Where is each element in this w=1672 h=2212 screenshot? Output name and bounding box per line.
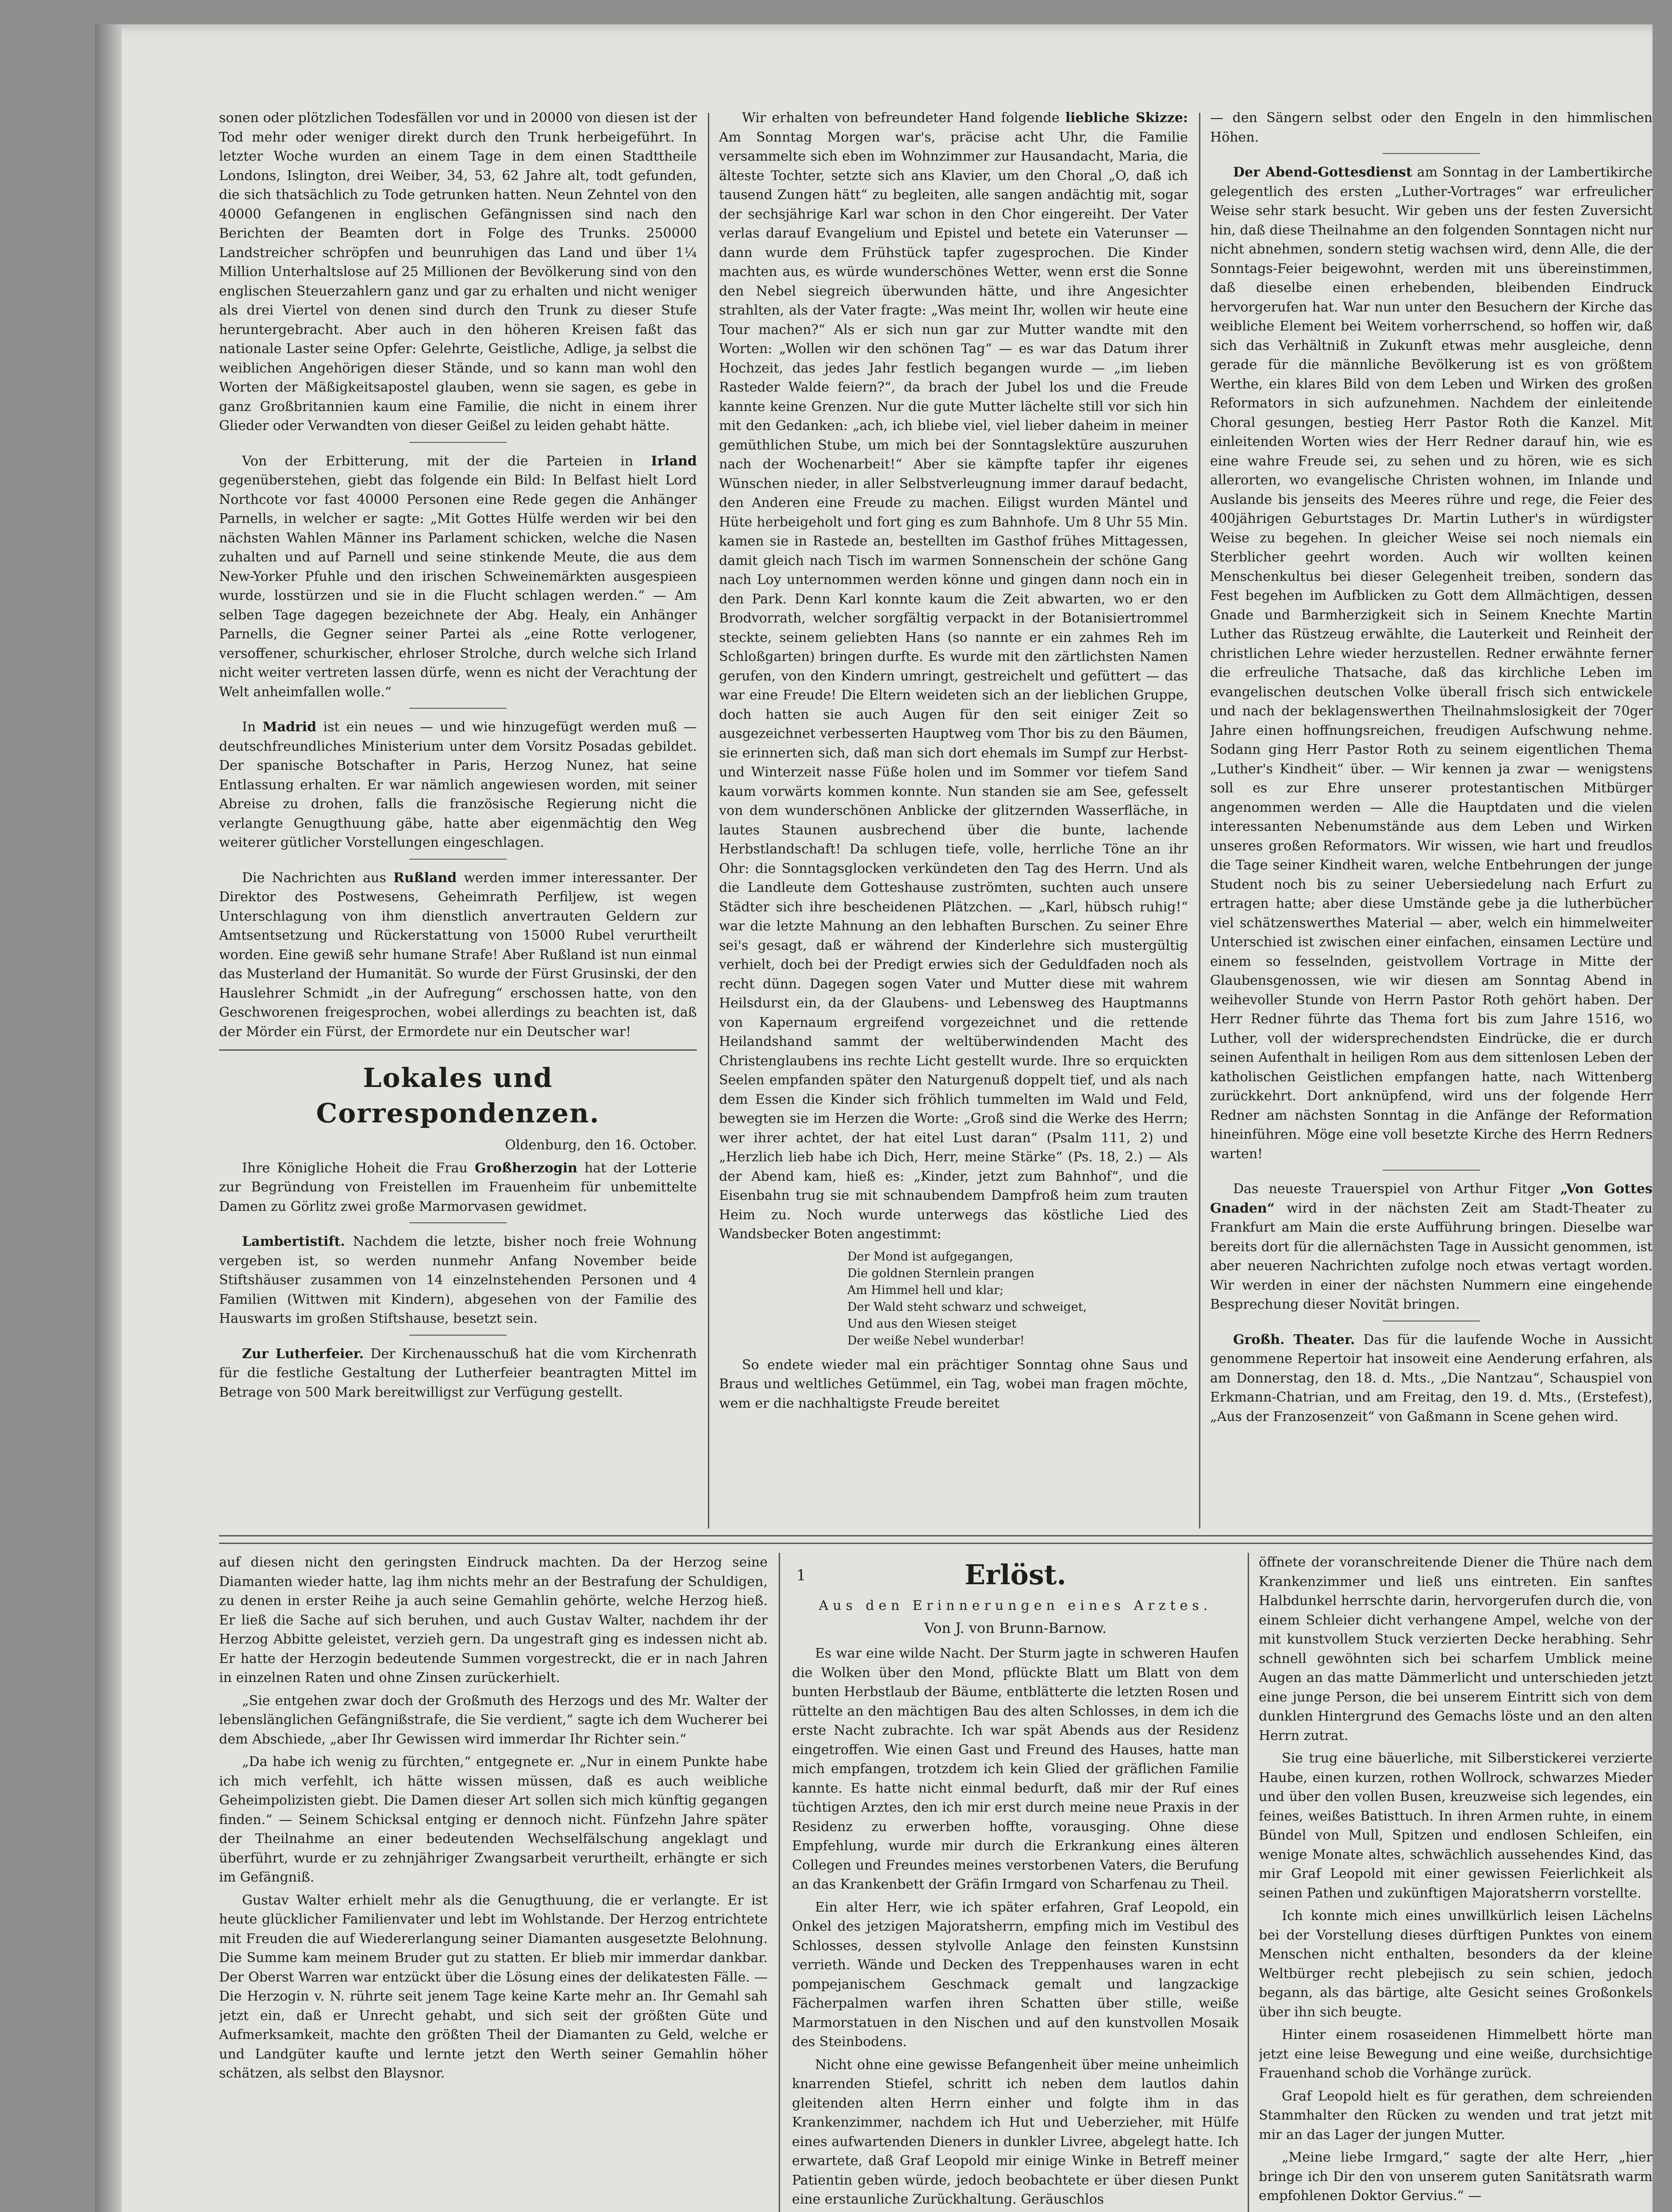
column-top-right	[1210, 108, 1653, 1528]
separator	[409, 859, 507, 860]
paragraph-skizze: Wir erhalten von befreundeter Hand folgende liebliche Skizze: Am Sonntag Morgen war's, präcise acht Uhr, die Familie versammelte sich eben im Wohnzimmer zur Hausandacht, Maria, die älteste Tochter, setzte sich ans Klavier, um den Choral „O, daß ich tausend Zungen hätt“ zu begleiten, alle sangen andächtig mit, sogar der sechsjährige Karl war schon in den Chor eingereiht. Der Vater verlas darauf Evangelium und Epistel und betete ein Vaterunser — dann wurde dem Frühstück tapfer zugesprochen. Die Kinder machten aus, es würde wunderschönes Wetter, wenn erst die Sonne den Nebel siegreich überwunden hätte, und ihre Angesichter strahlten, als der Vater fragte: „Was meint Ihr, wollen wir heute eine Tour machen?“ Als er sich nun gar zur Mutter wandte mit den Worten: „Wollen wir den schönen Tag“ — es war das Datum ihrer Hochzeit, das jedes Jahr festlich begangen wurde — „im lieben Rasteder Walde feiern?“, da brach der Jubel los und die Freude kannte keine Grenzen. Nur die gute Mutter lächelte still vor sich hin mit den Gedanken: „ach, ich bliebe viel, viel lieber daheim in meiner gemüthlichen Stube, um mich bei der Sonntagslektüre auszuruhen nach der Wochenarbeit!“ Aber sie kämpfte tapfer ihr eigenes Wünschen nieder, in aller Selbstverleugnung immer darauf bedacht, den Anderen eine Freude zu machen. Eiligst wurden Mäntel und Hüte herbeigeholt und fort ging es zum Bahnhofe. Um 8 Uhr 55 Min. kamen sie in Rastede an, bestellten im Gasthof frühes Mittagessen, damit gleich nach Tisch im warmen Sonnenschein der schöne Gang nach Loy unternommen werden könne und gingen dann noch ein in den Park. Denn Karl konnte kaum die Zeit abwarten, wo er den Brodvorrath, welcher sorgfältig verpackt in der Botanisiertrommel steckte, seinem geliebten Hans (so nannte er ein zahmes Reh im Schloßgarten) bringen durfte. Es wurde mit den zärtlichsten Namen gerufen, von den Kindern umringt, gestreichelt und gefüttert — das war eine Freude! Die Eltern weideten sich an der lieblichen Gruppe, doch hatten sie auch Augen für den seit einiger Zeit so ausgezeichnet verbesserten Hauptweg vom Thor bis zu den Bäumen, sie erinnerten sich, daß man sich dort ehemals im Sumpf zur Herbst- und Winterzeit nasse Füße holen und im Sommer vor tiefem Sand kaum vorwärts kommen konnte. Nun standen sie am See, gefesselt von dem wunderschönen Anblicke der glitzernden Wasserfläche, in lautes Staunen ausbrechend über die bunte, lachende Herbstlandschaft! Da schlugen tiefe, volle, herrliche Töne an ihr Ohr: die Sonntagsglocken verkündeten den Tag des Herrn. Und als die Landleute dem Gotteshause zuströmten, suchten auch unsere Städter sich ihre bescheidenen Plätzchen. — „Karl, hübsch ruhig!“ war die letzte Mahnung an den lebhaften Burschen. Zu seiner Ehre sei's gesagt, daß er während der Kinderlehre sich mustergültig verhielt, doch bei der Predigt erwies sich der Geduldfaden noch als recht dünn. Dagegen sogen Vater und Mutter diese mit wahrem Heilsdurst ein, da der Glaubens- und Lebensweg des Hauptmanns von Kapernaum ergreifend vorgezeichnet und die rettende Heilandshand sammt der weltüberwindenden Macht des Christenglaubens ins rechte Licht gestellt wurde. Ihre so erquickten Seelen empfanden später den Naturgenuß doppelt tief, und als nach dem Essen die Kinder sich fröhlich tummelten im Wald und Feld, bewegten sie im Herzen die Worte: „Groß sind die Werke des Herrn; wer ihrer achtet, der hat eitel Lust daran“ (Psalm 111, 2) und „Herzlich lieb habe ich Dich, Herr, meine Stärke“ (Ps. 18, 2.) — Als der Abend kam, hieß es: „Kinder, jetzt zum Bahnhof“, und die Eisenbahn trug sie mit schnaubendem Dampfroß heim zum trauten Heim zu. Noch wurde unterwegs das köstliche Lied des Wandsbecker Boten angestimmt:	[719, 110, 1188, 1242]
newspaper-page	[95, 24, 1653, 2212]
separator	[1383, 1170, 1480, 1171]
section-rule	[219, 1049, 697, 1051]
column-rule	[779, 1553, 780, 2212]
paragraph-haube: Sie trug eine bäuerliche, mit Silberstickerei verzierte Haube, einen kurzen, rothen Wollrock, schwarzes Mieder und über den vollen Busen, kreuzweise sich legendes, ein feines, weißes Batisttuch. In ihren Armen ruhte, in einem Bündel von Mull, Spitzen und endlosen Schleifen, ein wenige Monate altes, schwächlich aussehendes Kind, das mir Graf Leopold mit einer gewissen Feierlichkeit als seinen Pathen und zukünftigen Majoratsherrn vorstellte.	[1259, 1751, 1653, 1901]
paragraph-theater: Großh. Theater. Das für die laufende Woche in Aussicht genommene Repertoir hat insoweit eine Aenderung erfahren, als am Donnerstag, den 18. d. Mts., „Die Nantzau“, Schauspiel von Erkmann-Chatrian, und am Freitag, den 19. d. Mts., (Erstefest), „Aus der Franzosenzeit“ von Gaßmann in Scene gehen wird.	[1210, 1332, 1653, 1425]
paragraph-alter-herr: Ein alter Herr, wie ich später erfahren, Graf Leopold, ein Onkel des jetzigen Majoratsherrn, empfing mich im Vestibul des Schlosses, dessen stylvolle Anlage den feinsten Kunstsinn verrieth. Wände und Decken des Treppenhauses waren in echt pompejanischem Geschmack gemalt und langzackige Fächerpalmen warfen ihren Schatten über stille, weiße Marmorstatuen in den Nischen und auf den kunstvollen Mosaik des Steinbodens.	[792, 1899, 1239, 2050]
paragraph-lambertistift: Lambertistift. Nachdem die letzte, bisher noch freie Wohnung vergeben ist, so werden nunmehr Anfang November beide Stiftshäuser zusammen von 14 einzelnstehenden Personen und 4 Familien (Wittwen mit Kindern), abgesehen von der Familie des Hauswarts im großen Stiftshause, besetzt sein.	[219, 1234, 697, 1326]
separator	[409, 1222, 507, 1223]
column-top-middle	[719, 108, 1188, 1528]
paragraph-russland: Die Nachrichten aus Rußland werden immer interessanter. Der Direktor des Postwesens, Geheimrath Perfiljew, ist wegen Unterschlagung von ihm dienstlich anvertrauten Geldern zur Amtsentsetzung und Rückerstattung von 15000 Rubel verurtheilt worden. Eine gewiß sehr humane Strafe! Aber Rußland ist nun einmal das Musterland der Humanität. So wurde der Fürst Grusinski, der den Hauslehrer Schmidt „in der Aufregung“ erschossen hatte, von den Geschworenen freigesprochen, wobei allerdings zu beachten ist, daß der Mörder ein Fürst, der Ermordete nur ein Deutscher war!	[219, 870, 697, 1040]
paragraph-saengern: — den Sängern selbst oder den Engeln in den himmlischen Höhen.	[1210, 110, 1653, 145]
paragraph-sonntag-ende: So endete wieder mal ein prächtiger Sonntag ohne Saus und Braus und weltliches Getümmel, ein Tag, wobei man fragen möchte, wem er die nachhaltigste Freude bereitet	[719, 1357, 1188, 1411]
page-divider	[219, 1535, 1653, 1536]
paragraph-graf-leopold: Graf Leopold hielt es für gerathen, dem schreienden Stammhalter den Rücken zu wenden und trat jetzt mit mir an das Lager der jungen Mutter.	[1259, 2088, 1653, 2143]
column-bottom-left	[219, 1553, 768, 2212]
paragraph-irmgard: „Meine liebe Irmgard,“ sagte der alte Herr, „hier bringe ich Dir den von unserem guten Sanitätsrath warm empfohlenen Doktor Gervius.“ —	[1259, 2150, 1653, 2204]
story-subtitle: Aus den Erinnerungen eines Arztes.	[819, 1598, 1212, 1613]
poem-line: Die goldnen Sternlein prangen	[847, 1266, 1034, 1280]
column-rule	[1248, 1553, 1249, 2212]
paragraph-wucherer: „Sie entgehen zwar doch der Großmuth des Herzogs und des Mr. Walter der lebenslänglichen Gefängnißstrafe, die Sie verdient,“ sagte ich dem Wucherer bei dem Abschiede, „aber Ihr Gewissen wird immerdar Ihr Richter sein.“	[219, 1693, 768, 1747]
page-divider	[219, 1543, 1653, 1544]
paragraph-himmelbett: Hinter einem rosaseidenen Himmelbett hörte man jetzt eine leise Bewegung und eine weiße, durchsichtige Frauenhand schob die Vorhänge zurück.	[1259, 2027, 1653, 2081]
column-bottom-right	[1259, 1553, 1653, 2212]
section-heading-lokales: Lokales und Correspondenzen.	[316, 1063, 600, 1129]
paragraph-antwort: „Da habe ich wenig zu fürchten,“ entgegnete er. „Nur in einem Punkte habe ich mich verfehlt, ich hätte wissen müssen, daß es auch weibliche Geheimpolizisten giebt. Die Damen dieser Art sollen sich mich künftig gegangen finden.“ — Seinem Schicksal entging er dennoch nicht. Fünfzehn Jahre später der Theilnahme an einer bedeutenden Wechselfälschung angeklagt und überführt, wurde er zu zehnjähriger Zwangsarbeit verurtheilt, erhängte er sich im Gefängniß.	[219, 1754, 768, 1885]
paragraph-krankenzimmer: öffnete der voranschreitende Diener die Thüre nach dem Krankenzimmer und ließ uns eintreten. Ein sanftes Halbdunkel herrschte darin, hervorgerufen durch die, von einem Schleier dicht verhangene Ampel, welche von der mit kunstvollem Stuck verzierten Decke herabhing. Sehr schnell gewöhnten sich bei scharfem Umblick meine Augen an das matte Dämmerlicht und unterschieden jetzt eine junge Person, die bei unserem Eintritt sich von dem dunklen Hintergrund des Gemachs löste und an den alten Herrn zutrat.	[1259, 1555, 1653, 1743]
separator	[409, 442, 507, 443]
paragraph-wilde-nacht: Es war eine wilde Nacht. Der Sturm jagte in schweren Haufen die Wolken über den Mond, pflückte Blatt um Blatt von dem bunten Herbstlaub der Bäume, entblätterte die letzten Rosen und rüttelte an den mächtigen Bau des alten Schlosses, in dem ich die erste Nacht zubrachte. Ich war spät Abends aus der Residenz eingetroffen. Wie einen Gast und Freund des Hauses, hatte man mich empfangen, trotzdem ich kein Glied der gräflichen Familie kannte. Es hatte nicht einmal bedurft, daß mir der Ruf eines tüchtigen Arztes, den ich mir erst durch meine neue Praxis in der Residenz zu erwerben hoffte, vorausging. Ohne diese Empfehlung, wurde mir durch die Erkrankung eines älteren Collegen und Freundes meines verstorbenen Vaters, die Berufung an das Krankenbett der Gräfin Irmgard von Scharfenau zu Theil.	[792, 1646, 1239, 1892]
paragraph-befangenheit: Nicht ohne eine gewisse Befangenheit über meine unheimlich knarrenden Stiefel, schritt ich neben dem lautlos dahin gleitenden alten Herrn einher und folgte ihm in das Krankenzimmer, nachdem ich Hut und Ueberzieher, mit Hülfe eines aufwartenden Dieners in dunkler Livree, abgelegt hatte. Ich erwartete, daß Graf Leopold mir einige Winke in Betreff meiner Patientin geben würde, jedoch beobachtete er über diesen Punkt eine erstaunliche Zurückhaltung. Geräuschlos	[792, 2057, 1239, 2207]
book-spine-shadow	[95, 24, 122, 2212]
poem-line: Der Mond ist aufgegangen,	[847, 1249, 1013, 1263]
paragraph-laecheln: Ich konnte mich eines unwillkürlich leisen Lächelns bei der Vorstellung dieses dürftigen Punktes von einem Menschen nicht enthalten, besonders da der kleine Weltbürger recht plebejisch zu sein schien, jedoch begann, als das bärtige, alte Gesicht seines Großonkels über ihn sich beugte.	[1259, 1908, 1653, 2020]
paragraph-fitger: Das neueste Trauerspiel von Arthur Fitger „Von Gottes Gnaden“ wird in der nächsten Zeit am Stadt-Theater zu Frankfurt am Main die erste Aufführung bringen. Dieselbe war bereits dort für die allernächsten Tage in Aussicht genommen, ist aber neueren Nachrichten zufolge noch etwas vertagt worden. Wir werden in einer der nächsten Nummern eine eingehende Besprechung dieser Novität bringen.	[1210, 1181, 1653, 1312]
column-top-left	[219, 108, 697, 1528]
poem-line: Der weiße Nebel wunderbar!	[847, 1333, 1025, 1348]
story-byline: Von J. von Brunn-Barnow.	[924, 1620, 1107, 1636]
poem-line: Am Himmel hell und klar;	[847, 1283, 1004, 1297]
column-rule	[1199, 113, 1200, 1528]
paragraph-walter: Gustav Walter erhielt mehr als die Genugthuung, die er verlangte. Er ist heute glücklicher Familienvater und lebt im Wohlstande. Der Herzog entrichtete mit Freuden die auf Wiedererlangung seiner Diamanten ausgesetzte Belohnung. Die Summe kam meinem Bruder gut zu statten. Er blieb mir immerdar dankbar. Der Oberst Warren war entzückt über die Lösung eines der delikatesten Fälle. — Die Herzogin v. N. rührte seit jenem Tage keine Karte mehr an. Ihr Gemahl sah jetzt ein, daß er Unrecht gehabt, und sich seit der größten Güte und Aufmerksamkeit, machte den größten Theil der Diamanten zu Geld, welche er und Landgüter kaufte und lernte jetzt den Werth seiner Gemahlin höher schätzen, als selbst den Blaysnor.	[219, 1892, 768, 2081]
dateline: Oldenburg, den 16. October.	[505, 1137, 697, 1153]
paragraph-trunk: sonen oder plötzlichen Todesfällen vor und in 20000 von diesen ist der Tod mehr oder weniger direkt durch den Trunk herbeigeführt. In letzter Woche wurden an einem Tage in dem einen Stadttheile Londons, Islington, drei Weiber, 34, 53, 62 Jahre alt, todt gefunden, die sich thatsächlich zu Tode getrunken hatten. Neun Zehntel von den 40000 Gefangenen in englischen Gefängnissen sind nach den Berichten der Beamten dort in Folge des Trunks. 250000 Landstreicher schröpfen und beunruhigen das Land und über 1¼ Million Unterhaltslose auf 25 Millionen der Bevölkerung sind von den englischen Steuerzahlern ganz und gar zu erhalten und nicht weniger als drei Viertel von denen sind durch den Trunk zu dieser Stufe heruntergebracht. Aber auch in den höheren Kreisen faßt das nationale Laster seine Opfer: Gelehrte, Geistliche, Adlige, ja selbst die weiblichen Angehörigen dieser Stände, und so kann man wohl den Worten der Mäßigkeitsapostel glauben, wenn sie sagen, es gebe in ganz Großbritannien kaum eine Familie, die nicht in einem ihrer Glieder oder Verwandten von dieser Geißel zu leiden gehabt hätte.	[219, 110, 697, 434]
installment-number: 1	[796, 1567, 806, 1584]
column-bottom-middle	[792, 1553, 1239, 2212]
column-rule	[708, 113, 709, 1528]
separator	[1383, 153, 1480, 154]
story-title: Erlöst.	[965, 1559, 1066, 1591]
paragraph-herzog: auf diesen nicht den geringsten Eindruck machten. Da der Herzog seine Diamanten wieder hatte, lag ihm nichts mehr an der Bestrafung der Schuldigen, zu denen in erster Reihe ja auch seine Gemahlin gehörte, welche Herzog hieß. Er ließ die Sache auf sich beruhen, und auch Gustav Walter, nachdem ihr der Herzog Abbitte geleistet, verzieh gern. Da ungestraft ging es indessen nicht ab. Er hatte der Herzogin bedeutende Summen vorgestreckt, die er in nach Jahren in einzelnen Raten und ohne Zinsen zurückerhielt.	[219, 1555, 768, 1686]
poem-line: Und aus den Wiesen steiget	[847, 1317, 1017, 1331]
paragraph-irland: Von der Erbitterung, mit der die Parteien in Irland gegenüberstehen, giebt das folgende ein Bild: In Belfast hielt Lord Northcote vor fast 40000 Personen eine Rede gegen die Anhänger Parnells, in welcher er sagte: „Mit Gottes Hülfe werden wir bei den nächsten Wahlen Männer ins Parlament schicken, welche die Nasen zuhalten und auf Parnell und seine stinkende Meute, die aus dem New-Yorker Pfuhle und den irischen Schweinemärkten ausgespieen wurde, losstürzen und sie in die Flucht schlagen werden.“ — Am selben Tage dagegen bezeichnete der Abg. Healy, ein Anhänger Parnells, die Gegner seiner Partei als „eine Rotte verlogener, versoffener, schurkischer, ehrloser Strolche, durch welche sich Irland nicht weiter vertreten lassen dürfe, wenn es nicht der Verachtung der Welt anheimfallen wolle.“	[219, 453, 697, 700]
paragraph-lutherfeier: Zur Lutherfeier. Der Kirchenausschuß hat die vom Kirchenrath für die festliche Gestaltung der Lutherfeier beantragten Mittel im Betrage von 500 Mark bereitwilligst zur Verfügung gestellt.	[219, 1346, 697, 1400]
paragraph-grossherzogin: Ihre Königliche Hoheit die Frau Großherzogin hat der Lotterie zur Begründung von Freistellen im Frauenheim für unbemittelte Damen zu Görlitz zwei große Marmorvasen gewidmet.	[219, 1160, 697, 1214]
paragraph-madrid: In Madrid ist ein neues — und wie hinzugefügt werden muß — deutschfreundliches Ministerium unter dem Vorsitz Posadas gebildet. Der spanische Botschafter in Paris, Herzog Nunez, hat seine Entlassung erhalten. Er war nämlich angewiesen worden, mit seiner Abreise zu drohen, falls die französische Regierung nicht die verlangte Genugthuung gäbe, hatte aber eigenmächtig den Weg weiterer gütlicher Vorstellungen eingeschlagen.	[219, 719, 697, 850]
poem	[847, 1248, 1188, 1349]
paragraph-abend-gottesdienst: Der Abend-Gottesdienst am Sonntag in der Lambertikirche gelegentlich des ersten „Luther-Vortrages“ war erfreulicher Weise sehr stark besucht. Wir geben uns der festen Zuversicht hin, daß diese Theilnahme an den folgenden Sonntagen nicht nur nicht abnehmen, sondern stetig wachsen wird, denn Alle, die der Sonntags-Feier beigewohnt, werden mit uns übereinstimmen, daß dieselbe einen erhebenden, bleibenden Eindruck hervorgerufen hat. War nun unter den Besuchern der Kirche das weibliche Element bei Weitem vorherrschend, so hoffen wir, daß sich das Verhältniß in Zukunft etwas mehr ausgleiche, denn gerade für die männliche Bevölkerung ist es von größtem Werthe, ein klares Bild von dem Leben und Wirken des großen Reformators in sich aufzunehmen. Nachdem der einleitende Choral gesungen, bestieg Herr Pastor Roth die Kanzel. Mit einleitenden Worten wies der Herr Redner darauf hin, wie es eine wahre Freude sei, zu sehen und zu hören, wie es sich allerorten, wo evangelische Christen wohnen, im Inlande und Auslande bis jenseits des Meeres rühre und rege, die Feier des 400jährigen Geburtstages Dr. Martin Luther's in würdigster Weise zu begehen. In gleicher Weise sei noch niemals ein Sterblicher geehrt worden. Auch wir wollten keinen Menschenkultus bei dieser Gelegenheit treiben, sondern das Fest begehen im Aufblicken zu Gott dem Allmächtigen, dessen Gnade und Barmherzigkeit sich in Seinem Knechte Martin Luther das Rüstzeug erwählte, die Lauterkeit und Reinheit der christlichen Lehre wieder herzustellen. Redner erwähnte ferner die erfreuliche Thatsache, daß das kirchliche Leben im evangelischen deutschen Volke überall frisch sich entwickele und nach der beklagenswerthen Theilnahmslosigkeit der 70ger Jahre einen hoffnungsreichen, freudigen Aufschwung nehme. Sodann ging Herr Pastor Roth zu seinem eigentlichen Thema „Luther's Kindheit“ über. — Wir kennen ja zwar — wenigstens soll es zur Ehre unserer protestantischen Mitbürger angenommen werden — Alle die Hauptdaten und die vielen interessanten Nebenumstände aus dem Leben und Wirken unseres großen Reformators. Wir wissen, wie hart und freudlos die Tage seiner Kindheit waren, welche Entbehrungen der junge Student noch bis zu seiner Uebersiedelung nach Erfurt zu ertragen hatte; aber diese Umstände gebe ja die lutherbücher viel schätzenswerthes Material — aber, welch ein himmelweiter Unterschied ist zwischen einer einfachen, einsamen Lectüre und einem so fesselnden, geistvollem Vortrage in Mitte der Glaubensgenossen, wie wir diesen am Sonntag Abend in weihevoller Stunde von Herrn Pastor Roth gehört haben. Der Herr Redner führte das Thema fort bis zum Jahre 1516, wo Luther, voll der widersprechendsten Eindrücke, die er durch seinen Aufenthalt in heiligen Rom aus dem sittenlosen Leben der katholischen Geistlichen empfangen hatte, nach Wittenberg zurückkehrt. Dort anknüpfend, wird uns der folgende Herr Redner am nächsten Sonntag in die Anfänge der Reformation hineinführen. Möge eine voll besetzte Kirche des Herrn Redners warten!	[1210, 165, 1653, 1162]
separator	[409, 708, 507, 709]
separator	[409, 1335, 507, 1336]
poem-line: Der Wald steht schwarz und schweiget,	[847, 1300, 1087, 1314]
